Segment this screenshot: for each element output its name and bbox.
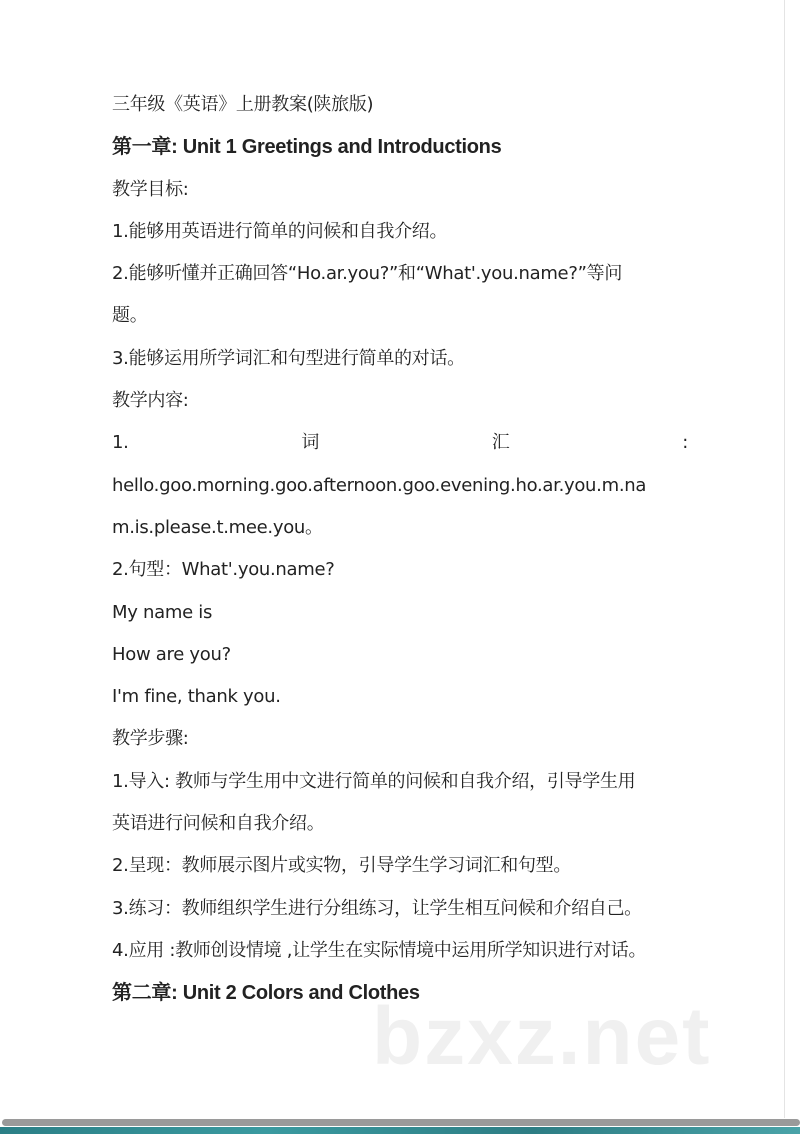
section-heading: 教学目标: <box>112 178 189 200</box>
paragraph: 2.呈现：教师展示图片或实物，引导学生学习词汇和句型。 <box>112 855 572 877</box>
doc-title: 三年级《英语》上册教案(陕旅版) <box>112 94 374 115</box>
section-heading: 教学内容: <box>112 390 189 412</box>
paragraph: I'm fine, thank you. <box>112 686 281 708</box>
background-strip <box>0 1127 800 1134</box>
paragraph: hello.goo.morning.goo.afternoon.goo.evening.ho.ar.you.m.na <box>112 474 647 496</box>
vocab-part: 汇 <box>491 432 510 454</box>
section-heading: 教学步骤: <box>112 728 189 750</box>
chapter-heading: 第一章: Unit 1 Greetings and Introductions <box>112 136 502 159</box>
paragraph: My name is <box>112 601 213 623</box>
chapter-heading: 第二章: Unit 2 Colors and Clothes <box>112 982 420 1005</box>
watermark: bzxz.net <box>372 991 712 1082</box>
paragraph: 1.导入: 教师与学生用中文进行简单的问候和自我介绍，引导学生用 <box>112 770 636 792</box>
paragraph: 3.能够运用所学词汇和句型进行简单的对话。 <box>112 347 465 369</box>
paragraph: 英语进行问候和自我介绍。 <box>112 813 325 835</box>
document-content <box>112 84 688 1015</box>
paragraph: 题。 <box>112 305 148 327</box>
paragraph: How are you? <box>112 643 231 665</box>
vocab-part: 1. <box>112 432 129 454</box>
paragraph: 2.句型：What'.you.name? <box>112 559 335 581</box>
horizontal-scrollbar[interactable] <box>2 1119 800 1126</box>
paragraph: m.is.please.t.mee.you。 <box>112 516 323 538</box>
paragraph: 3.练习：教师组织学生进行分组练习，让学生相互问候和介绍自己。 <box>112 897 642 919</box>
paragraph: 2.能够听懂并正确回答“Ho.ar.you?”和“What'.you.name?”等问 <box>112 263 623 285</box>
vocab-label <box>112 422 688 464</box>
paragraph: 1.能够用英语进行简单的问候和自我介绍。 <box>112 220 448 242</box>
vocab-part: 词 <box>301 432 320 454</box>
vocab-part: : <box>682 432 688 454</box>
paragraph: 4.应用 :教师创设情境 ,让学生在实际情境中运用所学知识进行对话。 <box>112 939 647 961</box>
